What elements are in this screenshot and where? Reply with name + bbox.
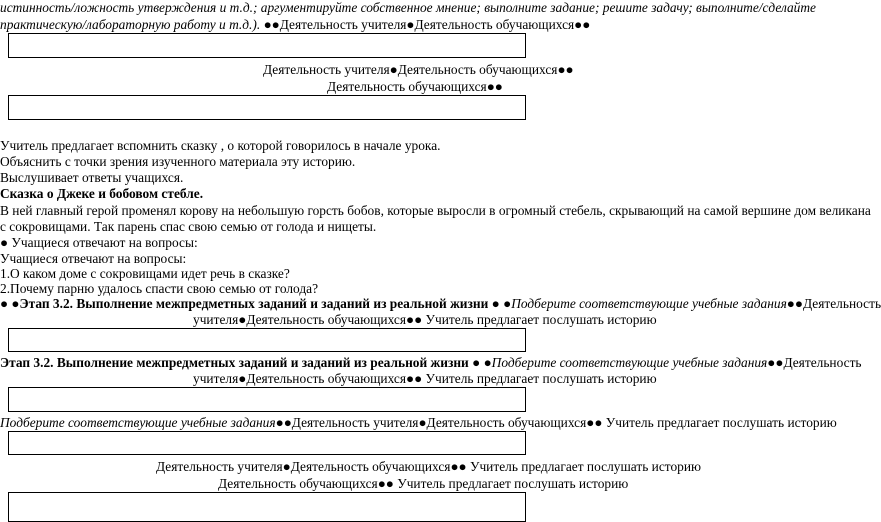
stage-line-3-rest: ●●Деятельность учителя●Деятельность обучающихся●● Учитель предлагает послушать историю <box>275 415 837 430</box>
text-box-4[interactable] <box>8 387 526 412</box>
stage-line-3 <box>0 415 837 431</box>
stage-heading-1-italic: Подберите соответствующие учебные задания <box>511 296 787 311</box>
answers-line-1: ● Учащиеся отвечают на вопросы: <box>0 235 198 250</box>
stage-heading-1-bold: ● ●Этап 3.2. Выполнение межпредметных заданий и заданий из реальной жизни <box>0 296 489 311</box>
text-line-1: истинность/ложность утверждения и т.д.; аргументируйте собственное мнение; выполните задание; решите задачу; выполните/сделайте <box>0 0 816 15</box>
question-2: 2.Почему парню удалось спасти свою семью от голода? <box>0 281 319 296</box>
stage-heading-2 <box>0 355 862 371</box>
paragraph-1: Учитель предлагает вспомнить сказку , о которой говорилось в начале урока. <box>0 138 441 153</box>
text-box-5[interactable] <box>8 431 526 455</box>
text-box-6[interactable] <box>8 492 526 522</box>
stage-line-2b: учителя●Деятельность обучающихся●● Учитель предлагает послушать историю <box>193 371 657 386</box>
text-line-4: Деятельность обучающихся●● <box>327 79 503 94</box>
text-line-2-rest: ●●Деятельность учителя●Деятельность обучающихся●● <box>260 17 591 32</box>
stage-line-1b: учителя●Деятельность обучающихся●● Учитель предлагает послушать историю <box>193 312 657 327</box>
stage-line-3-italic: Подберите соответствующие учебные задания <box>0 415 276 430</box>
paragraph-2: Объяснить с точки зрения изученного материала эту историю. <box>0 154 356 169</box>
story-title: Сказка о Джеке и бобовом стебле. <box>0 186 204 201</box>
text-line-3: Деятельность учителя●Деятельность обучающихся●● <box>263 62 574 77</box>
stage-heading-1 <box>0 296 881 312</box>
text-box-1[interactable] <box>8 33 526 58</box>
text-box-2[interactable] <box>8 95 526 120</box>
text-line-2 <box>0 17 816 33</box>
stage-line-5: Деятельность обучающихся●● Учитель предлагает послушать историю <box>218 476 629 491</box>
stage-heading-2-bold: Этап 3.2. Выполнение межпредметных заданий и заданий из реальной жизни <box>0 355 469 370</box>
story-text-1: В ней главный герой променял корову на небольшую горсть бобов, которые выросли в огромный стебель, скрывающий на самой вершине дом великана <box>0 203 871 218</box>
text-line-2-italic: практическую/лабораторную работу и т.д.). <box>0 17 261 32</box>
stage-heading-2-italic: Подберите соответствующие учебные задания <box>491 355 768 370</box>
stage-heading-1-end: ●●Деятельность <box>786 296 881 311</box>
paragraph-3: Выслушивает ответы учащихся. <box>0 170 184 185</box>
question-1: 1.О каком доме с сокровищами идет речь в сказке? <box>0 266 290 281</box>
story-text-2: с сокровищами. Так парень спас свою семью от голода и нищеты. <box>0 219 377 234</box>
stage-heading-2-mid: ● ● <box>468 355 492 370</box>
stage-heading-1-mid: ● ● <box>488 296 512 311</box>
text-box-3[interactable] <box>8 328 526 352</box>
stage-line-4: Деятельность учителя●Деятельность обучающихся●● Учитель предлагает послушать историю <box>156 459 702 474</box>
stage-heading-2-end: ●●Деятельность <box>767 355 862 370</box>
answers-line-2: Учащиеся отвечают на вопросы: <box>0 251 187 266</box>
